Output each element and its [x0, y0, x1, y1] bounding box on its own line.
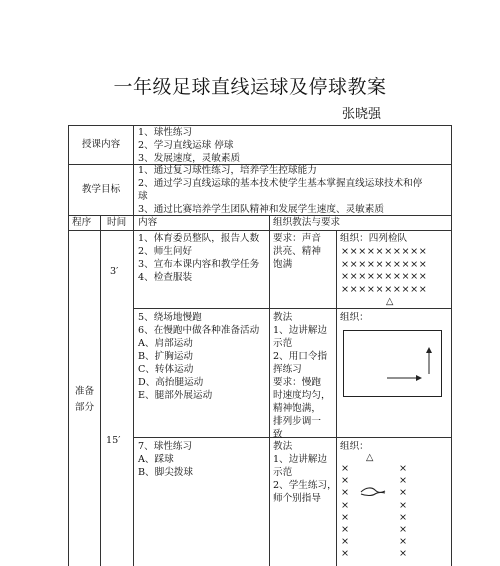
organization-title-3: 组织： [340, 441, 369, 452]
section-label [69, 384, 100, 416]
player-marker: × [340, 487, 350, 499]
text-line: 1、体育委员整队，报告人数 [138, 233, 260, 244]
player-marker: × [340, 548, 350, 560]
text-line: C、转体运动 [138, 364, 194, 375]
text-line: 教法 [273, 441, 293, 452]
text-line: 4、检查服装 [138, 272, 193, 283]
goals-lines [138, 164, 422, 216]
player-marker: × [398, 524, 408, 536]
method-block-3 [273, 440, 337, 505]
text-line: 排列步调一 [273, 416, 321, 427]
text-line: 1、边讲解边 [273, 454, 328, 465]
player-marker: × [398, 463, 408, 474]
text-line: 师个别指导 [273, 493, 321, 504]
player-marker: × [340, 536, 350, 548]
organization-title-2: 组织： [340, 312, 369, 323]
player-marker: × [398, 499, 408, 511]
goals-label: 教学目标 [81, 184, 121, 195]
text-line: E、腿部外展运动 [138, 390, 213, 401]
table-border-right [451, 125, 452, 566]
player-marker: × [340, 475, 350, 487]
author-name: 张晓强 [342, 107, 382, 122]
text-line: B、扩胸运动 [138, 351, 194, 362]
player-column-left [340, 463, 350, 561]
duration-1: 3′ [110, 266, 119, 277]
text-line: 3、发展速度，灵敏素质 [138, 153, 241, 164]
text-line: B、脚尖拨球 [138, 467, 194, 478]
text-line: 精神饱满， [273, 403, 321, 414]
field-outline [344, 331, 442, 397]
player-marker: × [398, 536, 408, 548]
text-line: 球 [138, 191, 148, 202]
text-line: 2、通过学习直线运球的基本技术使学生基本掌握直线运球技术和停 [138, 178, 423, 189]
text-line: A、踩球 [138, 454, 174, 465]
teacher-marker: △ [386, 296, 394, 307]
jog-route-diagram [343, 330, 443, 398]
section-label-line: 准备 [74, 386, 95, 397]
formation-grid [341, 246, 427, 296]
teacher-marker: △ [366, 452, 374, 463]
organization-title-1: 组织：四列检队 [340, 233, 408, 244]
column-divider [100, 215, 101, 566]
method-block-2 [273, 311, 331, 441]
text-line: 洪亮、精神 [273, 246, 321, 257]
player-marker: × [340, 524, 350, 536]
text-line: 要求：慢跑 [273, 377, 321, 388]
header-time: 时间 [107, 217, 127, 228]
section-label-line: 部分 [74, 402, 95, 413]
text-line: 1、球性练习 [138, 127, 193, 138]
text-line: 教法 [273, 312, 293, 323]
arrow-right-icon [387, 375, 422, 381]
player-marker: × [398, 487, 408, 499]
column-divider [336, 230, 337, 566]
text-line: 致 [273, 429, 283, 440]
formation-row: ×××××××××× [341, 283, 428, 295]
text-line: 饱满 [273, 259, 293, 270]
formation-row: ×××××××××× [341, 246, 428, 257]
duration-2: 15′ [106, 435, 121, 446]
row-divider [133, 308, 452, 309]
text-line: A、肩部运动 [138, 338, 193, 349]
text-line: D、高抬腿运动 [138, 377, 204, 388]
content-block-1 [138, 232, 259, 284]
text-line: 时速度均匀， [273, 390, 331, 401]
text-line: 2、学生练习， [273, 480, 337, 491]
text-line: 1、通过复习球性练习，培养学生控球能力 [138, 165, 317, 176]
formation-row: ×××××××××× [341, 258, 428, 270]
text-line: 2、学习直线运球 停球 [138, 140, 234, 151]
method-block-1 [273, 232, 321, 271]
row-divider [68, 230, 452, 231]
dribble-path-icon [360, 486, 386, 498]
text-line: 6、在慢跑中做各种准备活动 [138, 325, 260, 336]
content-block-3 [138, 440, 193, 479]
content-lines [138, 126, 240, 165]
text-line: 挥练习 [273, 364, 302, 375]
text-line: 1、边讲解边 [273, 325, 328, 336]
column-divider [269, 215, 270, 566]
text-line: 3、通过比赛培养学生团队精神和发展学生速度、灵敏素质 [138, 204, 384, 215]
content-block-2 [138, 311, 259, 402]
text-line: 2、用口令指 [273, 351, 328, 362]
content-label: 授课内容 [81, 139, 121, 150]
text-line: 7、球性练习 [138, 441, 193, 452]
player-marker: × [340, 463, 350, 474]
text-line: 要求：声音 [273, 233, 321, 244]
formation-row: ×××××××××× [341, 271, 428, 282]
header-method: 组织教法与要求 [273, 217, 341, 228]
player-marker: × [398, 511, 408, 523]
text-line: 3、宣布本课内容和教学任务 [138, 259, 260, 270]
text-line: 5、绕场地慢跑 [138, 312, 202, 323]
player-marker: × [340, 511, 350, 523]
player-column-right [398, 463, 408, 561]
arrow-up-icon [426, 347, 432, 374]
table-border-top [68, 125, 452, 126]
header-procedure: 程序 [72, 217, 92, 228]
player-marker: × [398, 548, 408, 560]
header-content: 内容 [138, 217, 158, 228]
player-marker: × [398, 475, 408, 487]
player-marker: × [340, 499, 350, 511]
text-line: 示范 [273, 338, 293, 349]
lesson-title: 一年级足球直线运球及停球教案 [113, 76, 387, 98]
column-divider [133, 125, 134, 566]
text-line: 2、师生问好 [138, 246, 193, 257]
text-line: 示范 [273, 467, 293, 478]
